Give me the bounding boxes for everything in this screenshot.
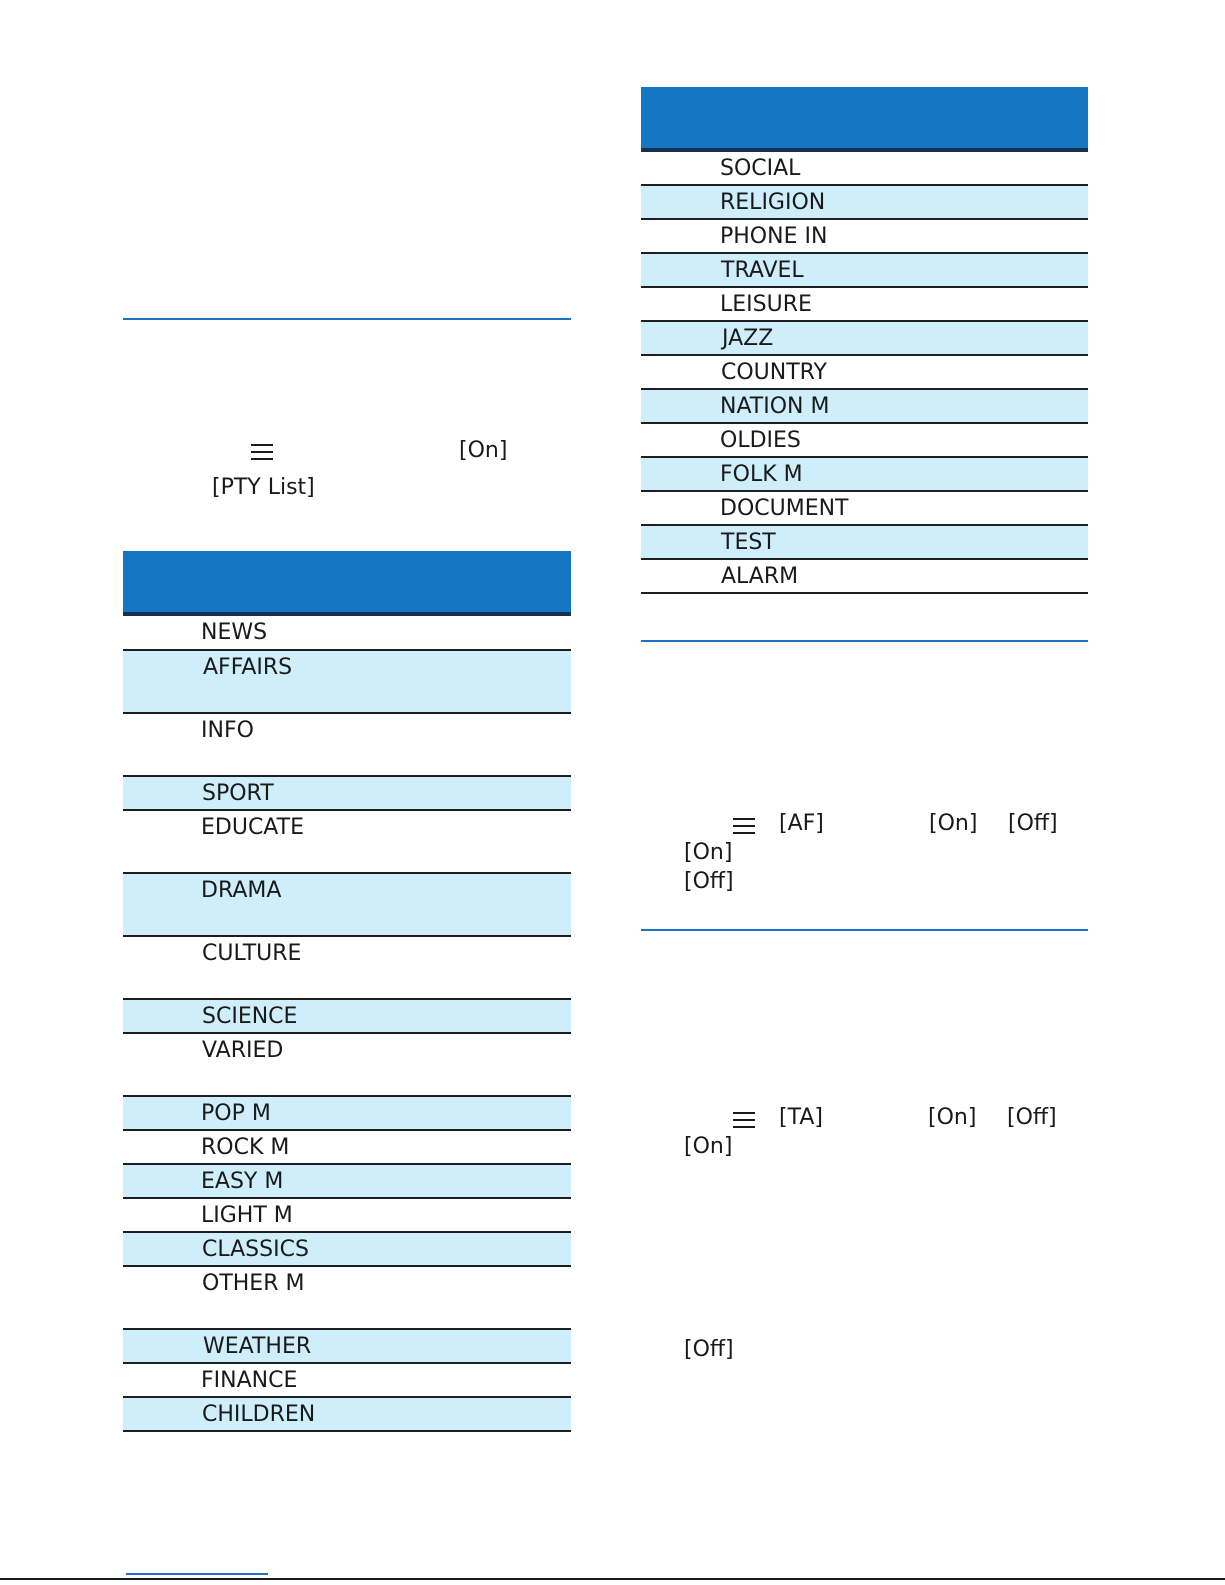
ta-off-option: [Off] <box>1007 1105 1057 1130</box>
table-row <box>123 1233 571 1267</box>
table-row <box>123 1097 571 1131</box>
pty-list-option-label: [PTY List] <box>212 475 315 500</box>
pty-label: LEISURE <box>720 292 812 317</box>
table-row <box>641 356 1088 390</box>
pty-label: ALARM <box>721 564 799 589</box>
pty-label: JAZZ <box>722 326 774 351</box>
table-row <box>123 1199 571 1233</box>
table-row <box>123 1131 571 1165</box>
table-row <box>123 811 571 874</box>
table-row <box>641 254 1088 288</box>
pty-label: DRAMA <box>201 878 282 903</box>
table-row <box>641 560 1088 594</box>
menu-icon <box>733 1112 755 1128</box>
ta-option-label: [TA] <box>779 1105 823 1130</box>
af-off-option: [Off] <box>1008 811 1058 836</box>
table-row <box>641 288 1088 322</box>
pty-label: EASY M <box>201 1169 284 1194</box>
table-row <box>641 458 1088 492</box>
on-option-label: [On] <box>459 438 508 463</box>
pty-label: CULTURE <box>202 941 302 966</box>
section-divider <box>641 929 1088 931</box>
pty-label: LIGHT M <box>201 1203 293 1228</box>
pty-label: EDUCATE <box>201 815 304 840</box>
table-row <box>123 1000 571 1034</box>
table-row <box>641 220 1088 254</box>
pty-label: TRAVEL <box>721 258 804 283</box>
af-on-description-label: [On] <box>684 840 733 865</box>
pty-label: SPORT <box>202 781 274 806</box>
footer-link-underline <box>126 1573 268 1575</box>
table-row <box>641 424 1088 458</box>
table-row <box>123 874 571 937</box>
pty-label: INFO <box>201 718 254 743</box>
pty-label: ROCK M <box>201 1135 290 1160</box>
table-row <box>123 1034 571 1097</box>
pty-label: NEWS <box>201 620 268 645</box>
pty-label: NATION M <box>720 394 830 419</box>
table-row <box>123 937 571 1000</box>
pty-label: CLASSICS <box>202 1237 309 1262</box>
pty-label: VARIED <box>202 1038 284 1063</box>
table-row <box>123 777 571 811</box>
menu-icon <box>733 818 755 834</box>
pty-label: SOCIAL <box>720 156 801 181</box>
pty-label: CHILDREN <box>202 1402 316 1427</box>
table-row <box>123 651 571 714</box>
pty-label: OLDIES <box>720 428 801 453</box>
table-row <box>123 1267 571 1330</box>
ta-off-description-label: [Off] <box>684 1337 734 1362</box>
table-row <box>123 616 571 651</box>
pty-label: FINANCE <box>201 1368 298 1393</box>
ta-on-option: [On] <box>928 1105 977 1130</box>
table-header <box>123 551 571 616</box>
pty-label: OTHER M <box>202 1271 305 1296</box>
af-on-option: [On] <box>929 811 978 836</box>
table-row <box>641 186 1088 220</box>
pty-label: PHONE IN <box>720 224 828 249</box>
section-divider <box>123 318 571 320</box>
table-row <box>641 492 1088 526</box>
menu-icon <box>251 444 273 460</box>
table-row <box>641 322 1088 356</box>
table-row <box>123 1398 571 1432</box>
table-row <box>123 1330 571 1364</box>
table-row <box>123 714 571 777</box>
pty-table-right <box>641 87 1088 594</box>
table-row <box>123 1165 571 1199</box>
pty-label: POP M <box>201 1101 271 1126</box>
table-row <box>641 152 1088 186</box>
pty-table-left <box>123 551 571 1432</box>
af-off-description-label: [Off] <box>684 869 734 894</box>
footer-rule <box>0 1578 1225 1580</box>
pty-label: WEATHER <box>203 1334 312 1359</box>
pty-label: COUNTRY <box>721 360 827 385</box>
ta-on-description-label: [On] <box>684 1134 733 1159</box>
pty-label: DOCUMENT <box>720 496 849 521</box>
table-row <box>641 390 1088 424</box>
section-divider <box>641 640 1088 642</box>
table-row <box>123 1364 571 1398</box>
af-option-label: [AF] <box>779 811 824 836</box>
pty-label: SCIENCE <box>202 1004 298 1029</box>
pty-label: FOLK M <box>720 462 803 487</box>
pty-label: RELIGION <box>720 190 826 215</box>
pty-label: AFFAIRS <box>203 655 293 680</box>
pty-label: TEST <box>721 530 776 555</box>
table-header <box>641 87 1088 152</box>
table-row <box>641 526 1088 560</box>
